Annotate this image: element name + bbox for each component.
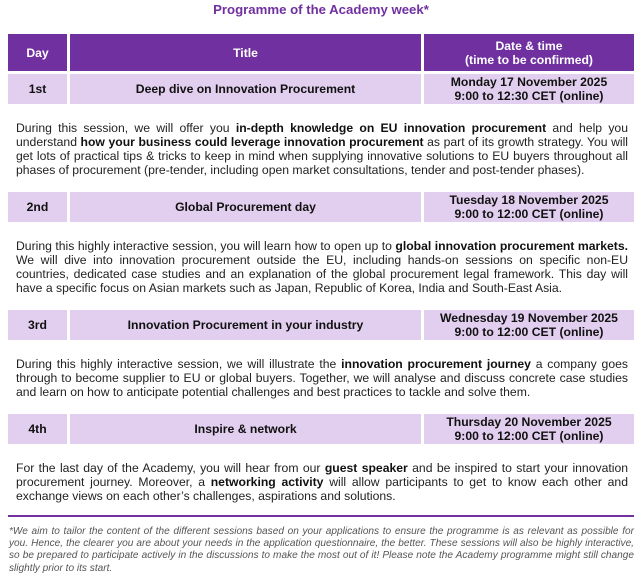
header-title: Title (70, 34, 421, 71)
session-time: 9:00 to 12:00 CET (online) (454, 207, 604, 221)
session-title: Deep dive on Innovation Procurement (70, 74, 421, 104)
session-title: Global Procurement day (70, 192, 421, 222)
desc-highlight: global innovation procurement markets. (395, 239, 628, 253)
desc-text: During this highly interactive session, you will learn how to open up to (16, 239, 396, 253)
header-day: Day (8, 34, 67, 71)
session-datetime (424, 414, 634, 444)
header-date-note: (time to be confirmed) (465, 52, 593, 67)
session-datetime (424, 310, 634, 340)
footnote: *We aim to tailor the content of the different sessions based on your applications to ensure the programme is as relevant as possible for you. Hence, the clearer you are about your needs in the application questionnaire, the better. These sessions will also be highly interactive, so be prepared to participate actively in the discussions to make the most out of it! Please note the Academy programme might still change slightly prior to its start. (9, 526, 634, 574)
session-datetime (424, 74, 634, 104)
session-time: 9:00 to 12:30 CET (online) (454, 89, 604, 103)
session-date: Thursday 20 November 2025 (446, 415, 612, 429)
session-date: Tuesday 18 November 2025 (449, 193, 609, 207)
session-day: 1st (8, 74, 67, 104)
session-description-1 (16, 121, 628, 177)
session-day: 2nd (8, 192, 67, 222)
desc-text: During this session, we will offer you (16, 121, 236, 135)
session-title: Innovation Procurement in your industry (70, 310, 421, 340)
footnote-divider (8, 515, 634, 517)
desc-text: During this highly interactive session, we will illustrate the (16, 357, 342, 371)
desc-text: as part of its growth strategy. You will get lots of practical tips & tricks to keep in mind when supplying innovative solutions to EU buyers throughout all phases of procurement (pre-tender, including open market consultations, tender and post-tender phases). (16, 135, 628, 177)
session-row-4 (8, 414, 634, 444)
session-row-3 (8, 310, 634, 340)
desc-text: will allow participants to get to know each other and exchange views on each other’s challenges, aspirations and solutions. (16, 475, 628, 503)
session-time: 9:00 to 12:00 CET (online) (454, 429, 604, 443)
session-day: 3rd (8, 310, 67, 340)
header-date (424, 34, 634, 71)
desc-highlight: how your business could leverage innovation procurement (80, 135, 424, 149)
session-datetime (424, 192, 634, 222)
desc-highlight: innovation procurement journey (341, 357, 531, 371)
session-description-3 (16, 357, 628, 399)
session-date: Wednesday 19 November 2025 (440, 311, 618, 325)
desc-text: a company goes through to become supplier to EU or global buyers. Together, we will analyse and discuss concrete case studies and learn on how to anticipate potential challenges and best practices to tackle and solve them. (16, 357, 628, 399)
page-title: Programme of the Academy week* (213, 2, 429, 17)
desc-highlight: in-depth knowledge on EU innovation procurement (235, 121, 547, 135)
desc-text: and be inspired to start your innovation procurement journey. Moreover, a (16, 461, 629, 489)
session-day: 4th (8, 414, 67, 444)
session-row-1 (8, 74, 634, 104)
header-date-label: Date & time (495, 38, 563, 53)
session-description-2 (16, 239, 628, 295)
desc-text: and help you understand (16, 121, 628, 149)
session-description-4 (16, 461, 628, 503)
desc-highlight: guest speaker (324, 461, 408, 475)
desc-highlight: networking activity (210, 475, 324, 489)
desc-text: We will dive into innovation procurement outside the EU, including hands-on sessions on specific non-EU countries, dedicated case studies and an explanation of the global procurement legal framework. This day will have a specific focus on Asian markets such as Japan, Republic of Korea, India and South-East Asia. (16, 253, 628, 295)
table-header (8, 34, 634, 71)
session-date: Monday 17 November 2025 (450, 75, 608, 89)
session-row-2 (8, 192, 634, 222)
session-title: Inspire & network (70, 414, 421, 444)
desc-text: For the last day of the Academy, you will hear from our (16, 461, 325, 475)
session-time: 9:00 to 12:00 CET (online) (454, 325, 604, 339)
